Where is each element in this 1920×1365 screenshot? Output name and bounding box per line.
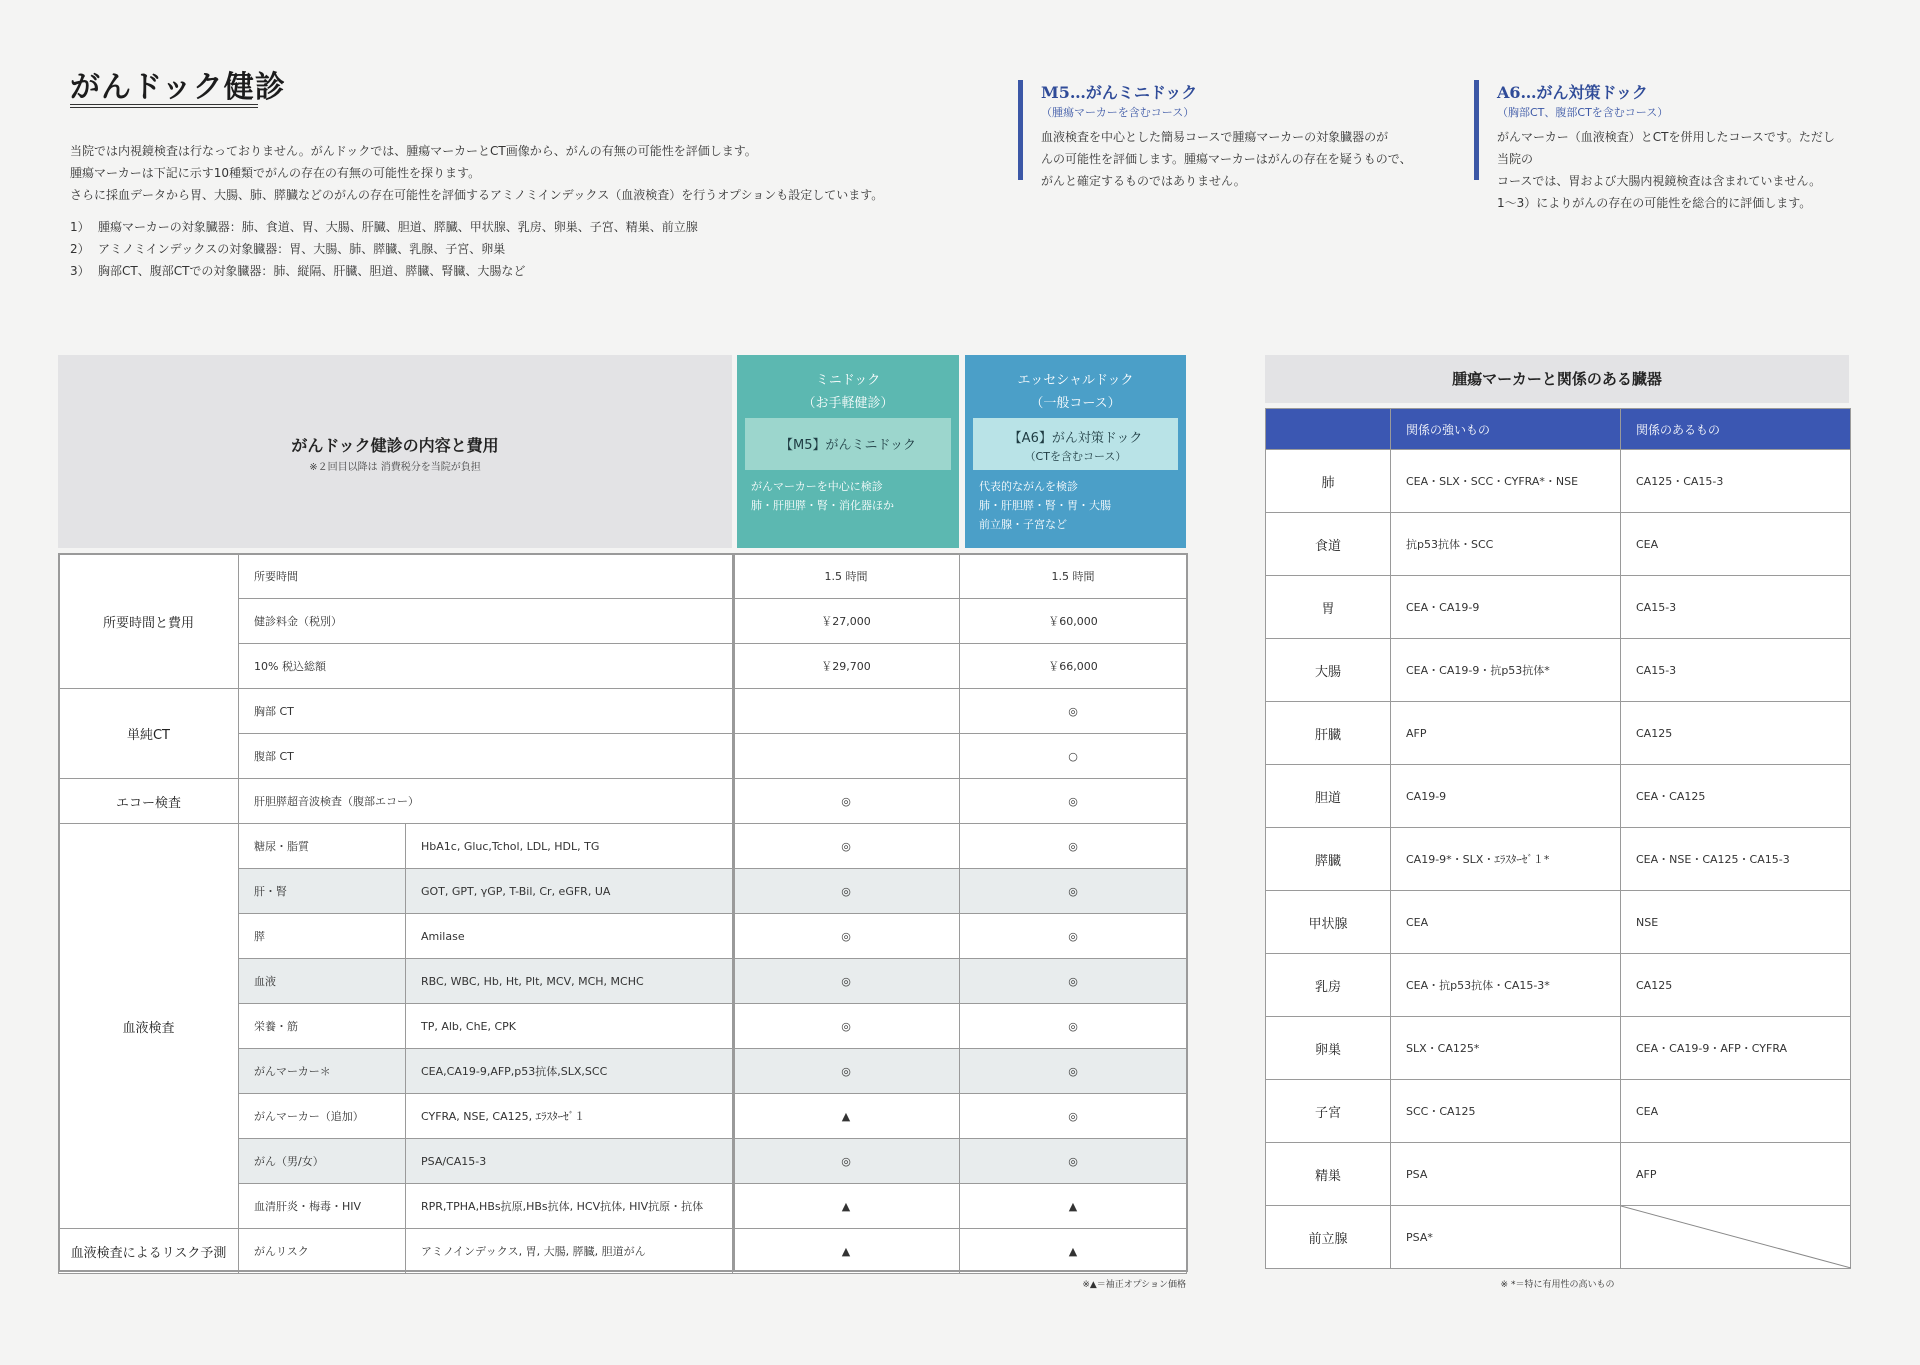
table-row bbox=[1266, 765, 1851, 828]
course-subtitle: （胸部CT、腹部CTを含むコース） bbox=[1497, 106, 1669, 119]
course-label-sub: （CTを含むコース） bbox=[1024, 450, 1127, 463]
table-header-row bbox=[1266, 409, 1851, 450]
note-text: 腫瘍マーカーの対象臓器：肺、食道、胃、大腸、肝臓、胆道、膵臓、甲状腺、乳房、卵巣、子宮、精巣、前立腺 bbox=[98, 220, 698, 234]
table-row bbox=[1266, 450, 1851, 513]
note-number: 2） bbox=[70, 242, 90, 256]
course-description-line: 1〜3）によりがんの存在の可能性を総合的に評価します。 bbox=[1497, 196, 1812, 210]
strong-marker-cell: CEA・CA19-9・抗p53抗体* bbox=[1391, 639, 1621, 702]
column-type: （一般コース） bbox=[1030, 396, 1121, 411]
mini-value-cell: 1.5 時間 bbox=[733, 554, 960, 599]
mini-value-cell: ￥27,000 bbox=[733, 599, 960, 644]
essential-value-cell: ◎ bbox=[960, 1004, 1187, 1049]
essential-value-cell: ▲ bbox=[960, 1229, 1187, 1274]
note-item bbox=[70, 216, 698, 238]
item-cell: 肝・腎 bbox=[239, 869, 406, 914]
item-cell: 血清肝炎・梅毒・HIV bbox=[239, 1184, 406, 1229]
mini-dock-header bbox=[737, 355, 959, 548]
related-marker-cell: CEA・NSE・CA125・CA15-3 bbox=[1621, 828, 1851, 891]
table-row bbox=[59, 824, 1187, 869]
table-row bbox=[59, 779, 1187, 824]
course-description bbox=[1041, 126, 1441, 192]
note-text: アミノミインデックスの対象臓器：胃、大腸、肺、膵臓、乳腺、子宮、卵巣 bbox=[98, 242, 506, 256]
essential-value-cell: ◎ bbox=[960, 1139, 1187, 1184]
item-cell: 糖尿・脂質 bbox=[239, 824, 406, 869]
tumor-table-title: 腫瘍マーカーと関係のある臓器 bbox=[1265, 355, 1849, 403]
course-subtitle: （腫瘍マーカーを含むコース） bbox=[1041, 106, 1195, 119]
table-row bbox=[1266, 954, 1851, 1017]
item-cell: 健診料金（税別） bbox=[239, 599, 733, 644]
essential-value-cell: ◎ bbox=[960, 959, 1187, 1004]
table-row bbox=[1266, 576, 1851, 639]
table-row bbox=[1266, 1017, 1851, 1080]
dock-content-table bbox=[58, 553, 1187, 1274]
related-marker-cell: CEA bbox=[1621, 1080, 1851, 1143]
mini-value-cell: ◎ bbox=[733, 779, 960, 824]
item-cell: 膵 bbox=[239, 914, 406, 959]
detail-cell: CEA,CA19-9,AFP,p53抗体,SLX,SCC bbox=[406, 1049, 733, 1094]
intro-line: さらに採血データから胃、大腸、肺、膵臓などのがんの存在可能性を評価するアミノミインデックス（血液検査）を行うオプションも設定しています。 bbox=[70, 188, 884, 202]
course-m5 bbox=[1018, 80, 1441, 188]
organ-cell: 胆道 bbox=[1266, 765, 1391, 828]
course-a6 bbox=[1474, 80, 1837, 210]
detail-cell: アミノインデックス, 胃, 大腸, 膵臓, 胆道がん bbox=[406, 1229, 733, 1274]
table-row bbox=[59, 1229, 1187, 1274]
table-row bbox=[1266, 1206, 1851, 1269]
organ-cell: 肝臓 bbox=[1266, 702, 1391, 765]
note-text: 胸部CT、腹部CTでの対象臓器：肺、縦隔、肝臓、胆道、膵臓、腎臓、大腸など bbox=[98, 264, 526, 278]
strong-marker-cell: CEA・SLX・SCC・CYFRA*・NSE bbox=[1391, 450, 1621, 513]
table-row bbox=[1266, 513, 1851, 576]
table-row bbox=[59, 689, 1187, 734]
mini-value-cell: ◎ bbox=[733, 959, 960, 1004]
related-marker-cell: NSE bbox=[1621, 891, 1851, 954]
note-item bbox=[70, 260, 698, 282]
essential-value-cell: ◎ bbox=[960, 1094, 1187, 1139]
organ-cell: 大腸 bbox=[1266, 639, 1391, 702]
related-marker-cell: CA15-3 bbox=[1621, 639, 1851, 702]
table-row bbox=[1266, 639, 1851, 702]
mini-value-cell: ◎ bbox=[733, 914, 960, 959]
essential-value-cell: ￥66,000 bbox=[960, 644, 1187, 689]
empty-slash-cell bbox=[1621, 1206, 1851, 1269]
strong-marker-cell: CA19-9 bbox=[1391, 765, 1621, 828]
category-cell: エコー検査 bbox=[59, 779, 239, 824]
related-marker-cell: CA125・CA15-3 bbox=[1621, 450, 1851, 513]
essential-value-cell: ◎ bbox=[960, 914, 1187, 959]
organ-cell: 胃 bbox=[1266, 576, 1391, 639]
column-description bbox=[979, 477, 1111, 534]
header-blank-cell bbox=[1266, 409, 1391, 450]
detail-cell: RPR,TPHA,HBs抗原,HBs抗体, HCV抗体, HIV抗原・抗体 bbox=[406, 1184, 733, 1229]
detail-cell: RBC, WBC, Hb, Ht, Plt, MCV, MCH, MCHC bbox=[406, 959, 733, 1004]
table-row bbox=[1266, 1080, 1851, 1143]
column-description-line: 肺・肝胆膵・腎・胃・大腸 bbox=[979, 499, 1111, 512]
intro-text bbox=[70, 140, 940, 206]
main-table-footnote: ※▲＝袖正オプション価格 bbox=[1082, 1280, 1186, 1290]
strong-marker-cell: 抗p53抗体・SCC bbox=[1391, 513, 1621, 576]
mini-value-cell: ▲ bbox=[733, 1229, 960, 1274]
tumor-table-footnote: ※ *＝特に有用性の高いもの bbox=[1500, 1280, 1615, 1290]
organ-cell: 食道 bbox=[1266, 513, 1391, 576]
mini-value-cell bbox=[733, 734, 960, 779]
related-marker-cell: AFP bbox=[1621, 1143, 1851, 1206]
organ-cell: 肺 bbox=[1266, 450, 1391, 513]
table-row bbox=[1266, 702, 1851, 765]
note-item bbox=[70, 238, 698, 260]
detail-cell: CYFRA, NSE, CA125, ｴﾗｽﾀｰｾﾞ１ bbox=[406, 1094, 733, 1139]
mini-value-cell bbox=[733, 689, 960, 734]
essential-dock-header bbox=[965, 355, 1186, 548]
essential-value-cell: ◎ bbox=[960, 824, 1187, 869]
essential-value-cell: ○ bbox=[960, 734, 1187, 779]
note-number: 1） bbox=[70, 220, 90, 234]
related-marker-cell: CA125 bbox=[1621, 954, 1851, 1017]
item-cell: 胸部 CT bbox=[239, 689, 733, 734]
mini-value-cell: ▲ bbox=[733, 1184, 960, 1229]
item-cell: 所要時間 bbox=[239, 554, 733, 599]
strong-marker-cell: SLX・CA125* bbox=[1391, 1017, 1621, 1080]
intro-line: 当院では内視鏡検査は行なっておりません。がんドックでは、腫瘍マーカーとCT画像から、がんの有無の可能性を評価します。 bbox=[70, 144, 757, 158]
essential-value-cell: ◎ bbox=[960, 689, 1187, 734]
detail-cell: PSA/CA15-3 bbox=[406, 1139, 733, 1184]
column-description-line: がんマーカーを中心に検診 bbox=[751, 480, 883, 493]
related-marker-cell: CEA・CA125 bbox=[1621, 765, 1851, 828]
detail-cell: HbA1c, Gluc,Tchol, LDL, HDL, TG bbox=[406, 824, 733, 869]
strong-marker-cell: CA19-9*・SLX・ｴﾗｽﾀｰｾﾞ１* bbox=[1391, 828, 1621, 891]
item-cell: がんマーカー（追加） bbox=[239, 1094, 406, 1139]
course-description-line: んの可能性を評価します。腫瘍マーカーはがんの存在を疑うもので、 bbox=[1041, 152, 1412, 166]
course-label-box bbox=[745, 418, 951, 470]
table-row bbox=[59, 554, 1187, 599]
strong-marker-cell: PSA bbox=[1391, 1143, 1621, 1206]
organ-cell: 子宮 bbox=[1266, 1080, 1391, 1143]
header-some-cell: 関係のあるもの bbox=[1621, 409, 1851, 450]
column-description bbox=[751, 477, 894, 515]
related-marker-cell: CA15-3 bbox=[1621, 576, 1851, 639]
column-description-line: 肺・肝胆膵・腎・消化器ほか bbox=[751, 499, 894, 512]
strong-marker-cell: AFP bbox=[1391, 702, 1621, 765]
diagonal-slash bbox=[1621, 1206, 1851, 1268]
strong-marker-cell: SCC・CA125 bbox=[1391, 1080, 1621, 1143]
mini-value-cell: ◎ bbox=[733, 1139, 960, 1184]
notes-list bbox=[70, 216, 698, 282]
mini-value-cell: ◎ bbox=[733, 824, 960, 869]
category-cell: 単純CT bbox=[59, 689, 239, 779]
main-table-header bbox=[58, 355, 732, 548]
organ-cell: 精巣 bbox=[1266, 1143, 1391, 1206]
course-title: M5…がんミニドック bbox=[1041, 83, 1198, 102]
organ-cell: 膵臓 bbox=[1266, 828, 1391, 891]
course-description-line: 血液検査を中心とした簡易コースで腫瘍マーカーの対象臓器のが bbox=[1041, 130, 1389, 144]
essential-value-cell: ◎ bbox=[960, 869, 1187, 914]
course-description-line: コースでは、胃および大腸内視鏡検査は含まれていません。 bbox=[1497, 174, 1822, 188]
course-label: 【A6】がん対策ドック bbox=[1008, 431, 1143, 446]
mini-value-cell: ◎ bbox=[733, 869, 960, 914]
organ-cell: 卵巣 bbox=[1266, 1017, 1391, 1080]
course-label-box bbox=[973, 418, 1178, 470]
main-table-subtitle: ※２回目以降は 消費税分を当院が負担 bbox=[309, 462, 481, 473]
detail-cell: Amilase bbox=[406, 914, 733, 959]
course-label: 【M5】がんミニドック bbox=[780, 438, 916, 453]
essential-value-cell: ◎ bbox=[960, 1049, 1187, 1094]
item-cell: がんリスク bbox=[239, 1229, 406, 1274]
essential-value-cell: ￥60,000 bbox=[960, 599, 1187, 644]
title-underline bbox=[70, 104, 258, 108]
essential-value-cell: ◎ bbox=[960, 779, 1187, 824]
category-cell: 血液検査によるリスク予測 bbox=[59, 1229, 239, 1274]
strong-marker-cell: CEA bbox=[1391, 891, 1621, 954]
related-marker-cell: CEA・CA19-9・AFP・CYFRA bbox=[1621, 1017, 1851, 1080]
organ-cell: 甲状腺 bbox=[1266, 891, 1391, 954]
essential-value-cell: ▲ bbox=[960, 1184, 1187, 1229]
column-name: エッセシャルドック bbox=[1017, 373, 1134, 388]
page-title: がんドック健診 bbox=[70, 70, 286, 105]
intro-line: 腫瘍マーカーは下記に示す10種類でがんの存在の有無の可能性を探ります。 bbox=[70, 166, 481, 180]
header-strong-cell: 関係の強いもの bbox=[1391, 409, 1621, 450]
column-type: （お手軽健診） bbox=[802, 396, 894, 411]
column-description-line: 代表的ながんを検診 bbox=[979, 480, 1078, 493]
organ-cell: 前立腺 bbox=[1266, 1206, 1391, 1269]
detail-cell: GOT, GPT, γGP, T-Bil, Cr, eGFR, UA bbox=[406, 869, 733, 914]
strong-marker-cell: PSA* bbox=[1391, 1206, 1621, 1269]
item-cell: がんマーカー＊ bbox=[239, 1049, 406, 1094]
item-cell: 腹部 CT bbox=[239, 734, 733, 779]
mini-value-cell: ◎ bbox=[733, 1049, 960, 1094]
mini-value-cell: ◎ bbox=[733, 1004, 960, 1049]
detail-cell: TP, Alb, ChE, CPK bbox=[406, 1004, 733, 1049]
item-cell: がん（男/女） bbox=[239, 1139, 406, 1184]
column-description-line: 前立腺・子宮など bbox=[979, 518, 1067, 531]
item-cell: 10% 税込総額 bbox=[239, 644, 733, 689]
table-row bbox=[1266, 828, 1851, 891]
item-cell: 栄養・筋 bbox=[239, 1004, 406, 1049]
mini-value-cell: ▲ bbox=[733, 1094, 960, 1139]
course-title: A6…がん対策ドック bbox=[1497, 83, 1648, 102]
category-cell: 血液検査 bbox=[59, 824, 239, 1229]
related-marker-cell: CA125 bbox=[1621, 702, 1851, 765]
strong-marker-cell: CEA・CA19-9 bbox=[1391, 576, 1621, 639]
table-row bbox=[1266, 891, 1851, 954]
note-number: 3） bbox=[70, 264, 90, 278]
course-description bbox=[1497, 126, 1837, 214]
mini-value-cell: ￥29,700 bbox=[733, 644, 960, 689]
essential-value-cell: 1.5 時間 bbox=[960, 554, 1187, 599]
category-cell: 所要時間と費用 bbox=[59, 554, 239, 689]
related-marker-cell: CEA bbox=[1621, 513, 1851, 576]
item-cell: 肝胆膵超音波検査（腹部エコー） bbox=[239, 779, 733, 824]
item-cell: 血液 bbox=[239, 959, 406, 1004]
table-row bbox=[1266, 1143, 1851, 1206]
column-name: ミニドック bbox=[815, 373, 881, 388]
course-description-line: がんと確定するものではありません。 bbox=[1041, 174, 1246, 188]
tumor-marker-table bbox=[1265, 408, 1851, 1269]
main-table-title: がんドック健診の内容と費用 bbox=[291, 436, 499, 455]
organ-cell: 乳房 bbox=[1266, 954, 1391, 1017]
strong-marker-cell: CEA・抗p53抗体・CA15-3* bbox=[1391, 954, 1621, 1017]
course-description-line: がんマーカー（血液検査）とCTを併用したコースです。ただし当院の bbox=[1497, 130, 1835, 166]
